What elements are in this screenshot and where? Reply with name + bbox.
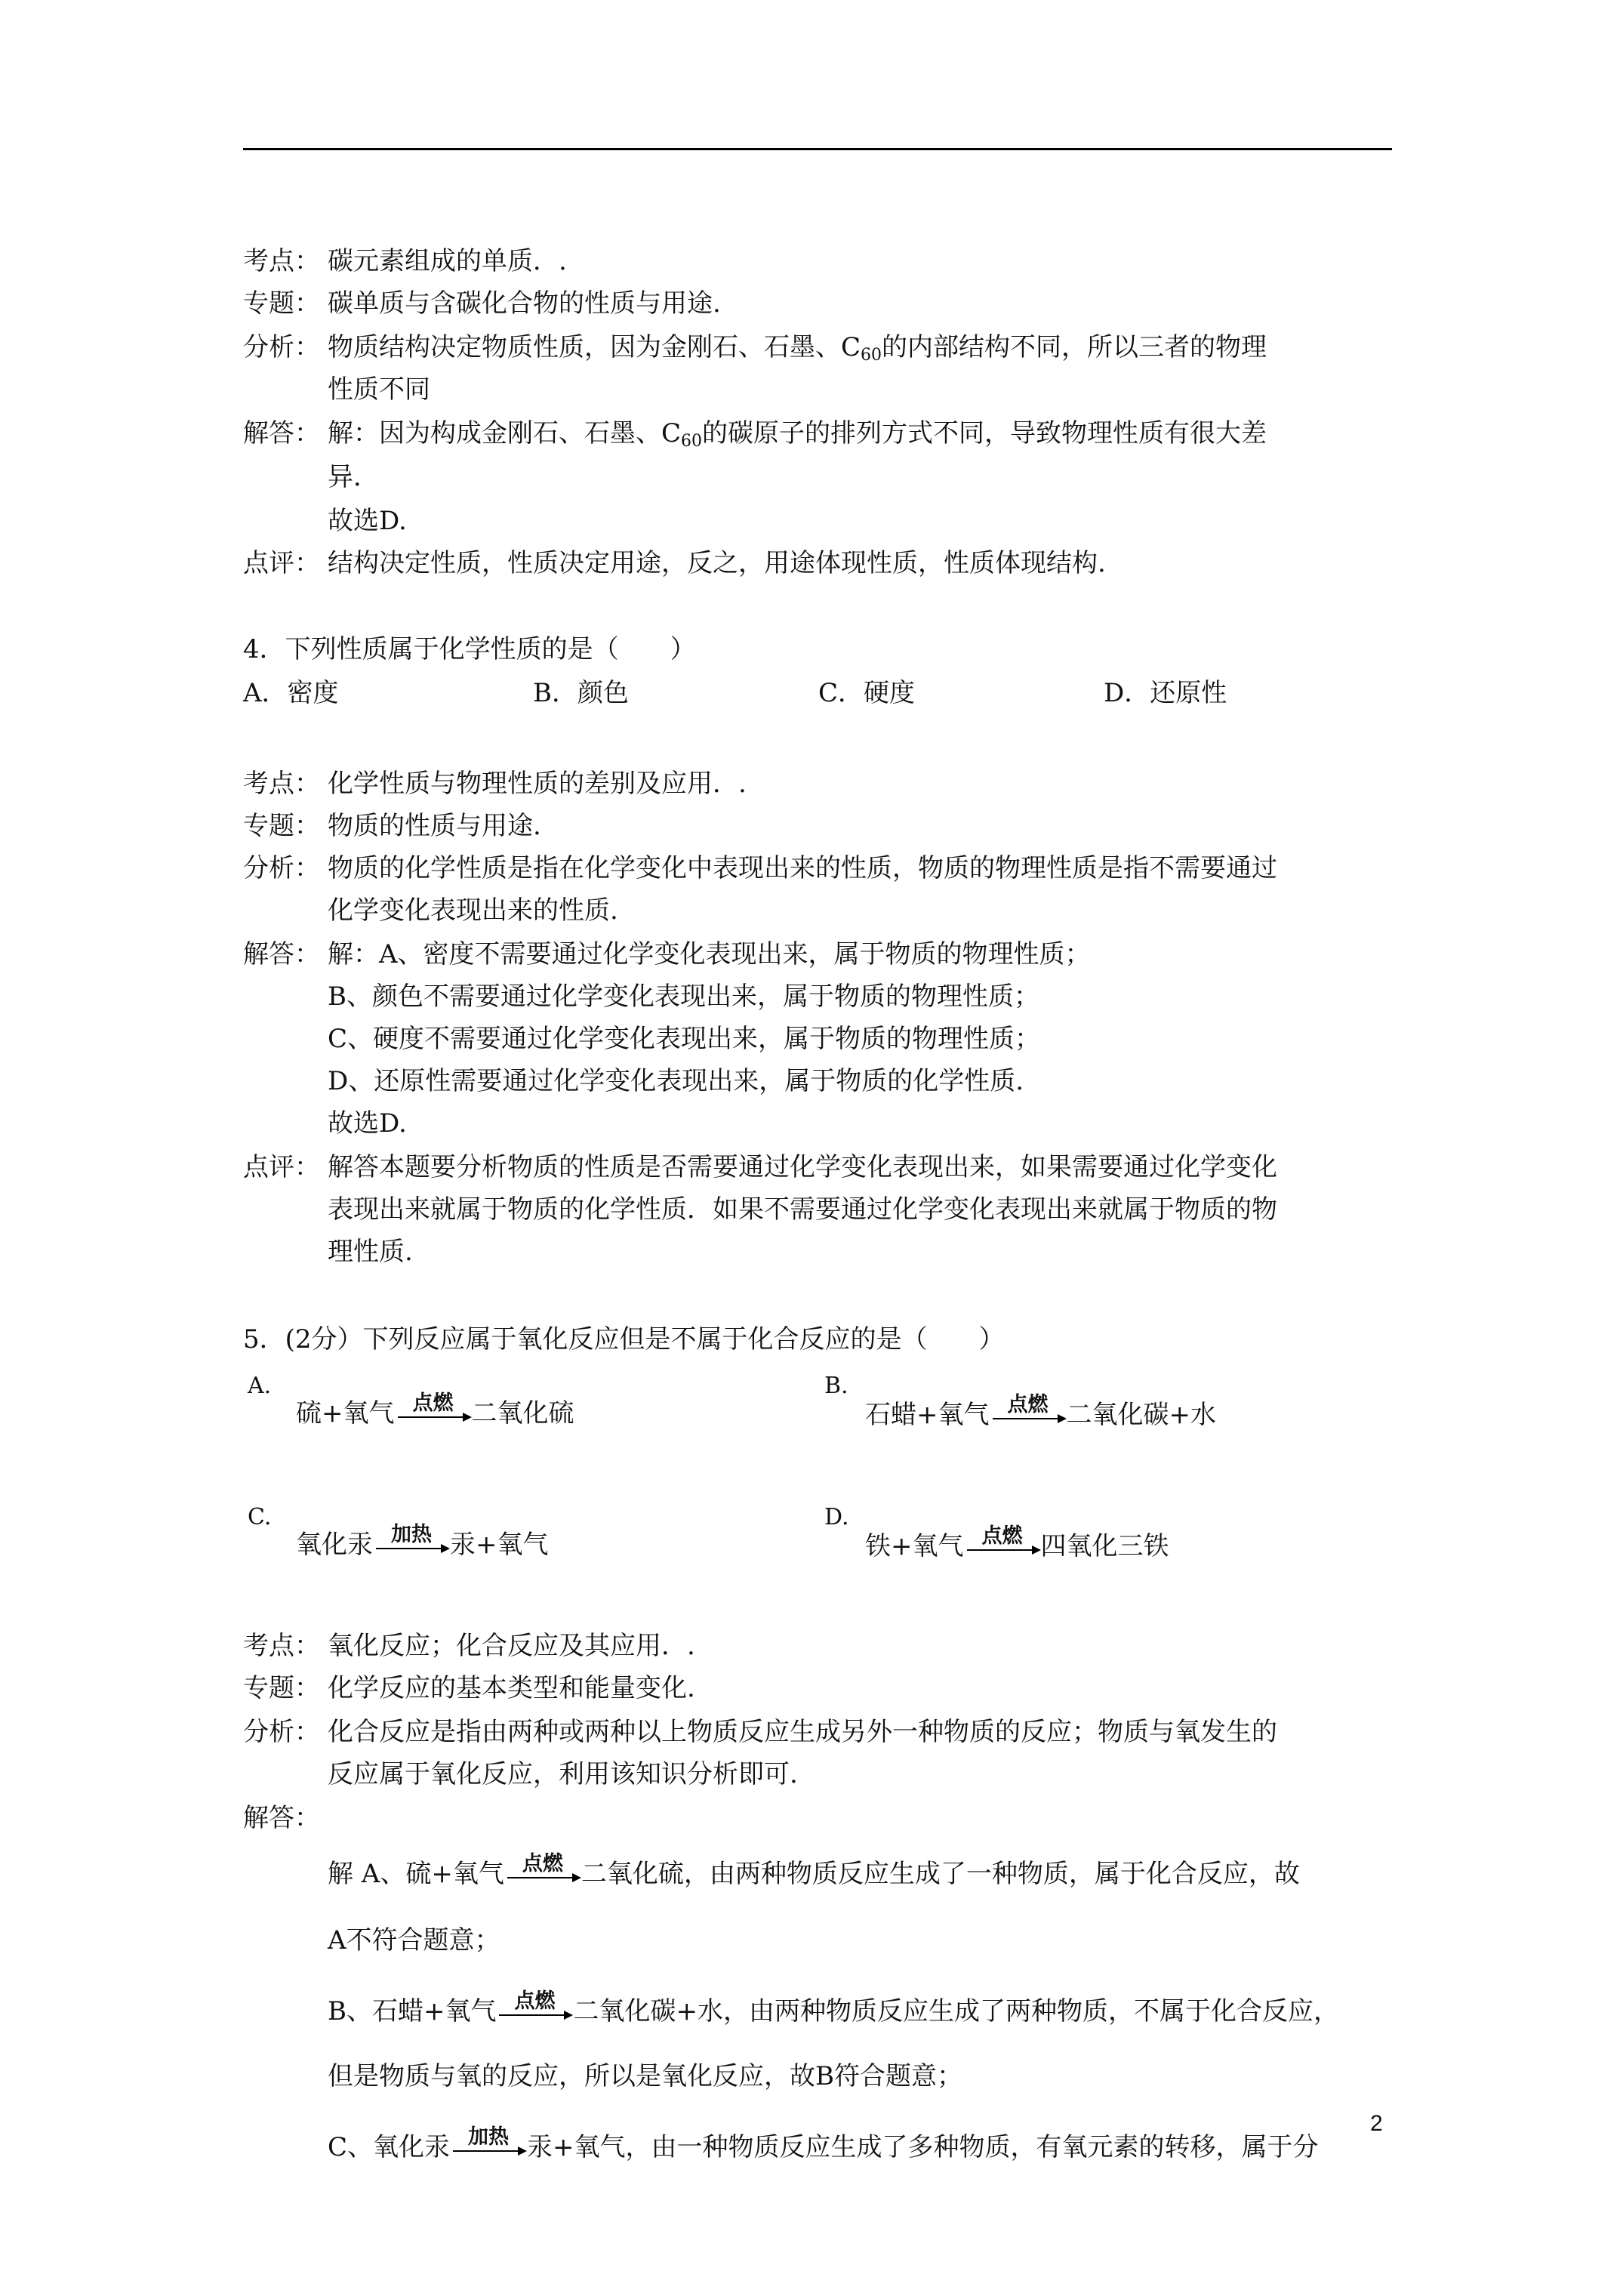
jieda-label: 解答： [243, 418, 320, 448]
jieda-line-b: B、石蜡+氧气 点燃 二氧化碳+水，由两种物质反应生成了两种物质，不属于化合反应， [328, 1989, 1339, 2026]
kaodian-label: 考点： [243, 769, 320, 799]
reaction-arrow-icon: 点燃 [395, 1397, 472, 1430]
kaodian-label: 考点： [243, 1631, 320, 1661]
fenxi-line-2: 反应属于氧化反应，利用该知识分析即可. [328, 1759, 798, 1789]
dianping-line-1: 解答本题要分析物质的性质是否需要通过化学变化表现出来，如果需要通过化学变化 [328, 1152, 1277, 1182]
jieda-line-5: 故选D. [328, 1108, 407, 1139]
zhuanti-text: 碳单质与含碳化合物的性质与用途. [328, 288, 721, 319]
fenxi-label: 分析： [243, 1717, 320, 1747]
fenxi-label: 分析： [243, 853, 320, 883]
q4-option-c: C．硬度 [818, 678, 916, 708]
q5-option-d-equation: 铁+氧气 点燃 四氧化三铁 [865, 1524, 1169, 1561]
zhuanti-label: 专题： [243, 288, 320, 319]
question-4-stem: 4．下列性质属于化学性质的是（ ） [243, 634, 696, 664]
jieda-line-1: 解：A、密度不需要通过化学变化表现出来，属于物质的物理性质； [328, 939, 1091, 969]
q5-option-b-letter: B. [824, 1373, 848, 1399]
question-5-stem: 5．(2分）下列反应属于氧化反应但是不属于化合反应的是（ ） [243, 1324, 1005, 1354]
header-rule [243, 148, 1392, 150]
jieda-line-1: 解：因为构成金刚石、石墨、$C_{60}$的碳原子的排列方式不同，导致物理性质有很大差 [328, 418, 1267, 451]
dianping-line-2: 表现出来就属于物质的化学性质．如果不需要通过化学变化表现出来就属于物质的物 [328, 1194, 1277, 1225]
jieda-label: 解答： [243, 1803, 320, 1833]
jieda-line-3: C、硬度不需要通过化学变化表现出来，属于物质的物理性质； [328, 1024, 1041, 1054]
kaodian-text: 碳元素组成的单质．. [328, 246, 567, 276]
kaodian-label: 考点： [243, 246, 320, 276]
jieda-line-a: 解 A、硫+氧气 点燃 二氧化硫，由两种物质反应生成了一种物质，属于化合反应，故 [328, 1852, 1300, 1889]
zhuanti-label: 专题： [243, 811, 320, 841]
dianping-label: 点评： [243, 548, 320, 578]
q5-option-c-letter: C. [248, 1504, 272, 1530]
reaction-arrow-icon: 点燃 [496, 1995, 573, 2028]
jieda-line-2: B、颜色不需要通过化学变化表现出来，属于物质的物理性质； [328, 982, 1039, 1012]
zhuanti-label: 专题： [243, 1673, 320, 1703]
reaction-arrow-icon: 加热 [373, 1528, 450, 1561]
jieda-line-b-2: 但是物质与氧的反应，所以是氧化反应，故B符合题意； [328, 2061, 962, 2091]
q4-option-d: D．还原性 [1104, 678, 1227, 708]
fenxi-line-1: 物质结构决定物质性质，因为金刚石、石墨、$C_{60}$的内部结构不同，所以三者的物理 [328, 332, 1267, 365]
dianping-text: 结构决定性质，性质决定用途，反之，用途体现性质，性质体现结构. [328, 548, 1106, 578]
q5-option-a-letter: A. [248, 1373, 272, 1399]
q5-option-c-equation: 氧化汞 加热 汞+氧气 [296, 1523, 549, 1560]
jieda-label: 解答： [243, 939, 320, 969]
kaodian-text: 化学性质与物理性质的差别及应用．. [328, 769, 747, 799]
jieda-line-2: 异． [328, 462, 379, 492]
page-number: 2 [1370, 2111, 1383, 2136]
reaction-arrow-icon: 点燃 [504, 1857, 581, 1891]
q4-option-b: B．颜色 [533, 678, 629, 708]
reaction-arrow-icon: 点燃 [964, 1530, 1041, 1563]
jieda-line-4: D、还原性需要通过化学变化表现出来，属于物质的化学性质. [328, 1066, 1024, 1096]
reaction-arrow-icon: 加热 [450, 2131, 527, 2164]
jieda-line-a-2: A不符合题意； [328, 1925, 500, 1955]
jieda-line-3: 故选D. [328, 506, 407, 536]
q5-option-a-equation: 硫+氧气 点燃 二氧化硫 [296, 1391, 574, 1428]
reaction-arrow-icon: 点燃 [990, 1398, 1067, 1432]
dianping-label: 点评： [243, 1152, 320, 1182]
fenxi-line-2: 化学变化表现出来的性质. [328, 895, 618, 926]
zhuanti-text: 物质的性质与用途. [328, 811, 541, 841]
fenxi-label: 分析： [243, 332, 320, 362]
q5-option-d-letter: D. [824, 1504, 849, 1530]
zhuanti-text: 化学反应的基本类型和能量变化. [328, 1673, 695, 1703]
kaodian-text: 氧化反应；化合反应及其应用．. [328, 1631, 695, 1661]
fenxi-line-1: 化合反应是指由两种或两种以上物质反应生成另外一种物质的反应；物质与氧发生的 [328, 1717, 1277, 1747]
dianping-line-3: 理性质. [328, 1237, 413, 1267]
q5-option-b-equation: 石蜡+氧气 点燃 二氧化碳+水 [865, 1393, 1216, 1430]
fenxi-line-2: 性质不同 [328, 374, 430, 405]
q4-option-a: A．密度 [243, 678, 339, 708]
jieda-line-c: C、氧化汞 加热 汞+氧气，由一种物质反应生成了多种物质，有氧元素的转移，属于分 [328, 2125, 1319, 2162]
fenxi-line-1: 物质的化学性质是指在化学变化中表现出来的性质，物质的物理性质是指不需要通过 [328, 853, 1277, 883]
